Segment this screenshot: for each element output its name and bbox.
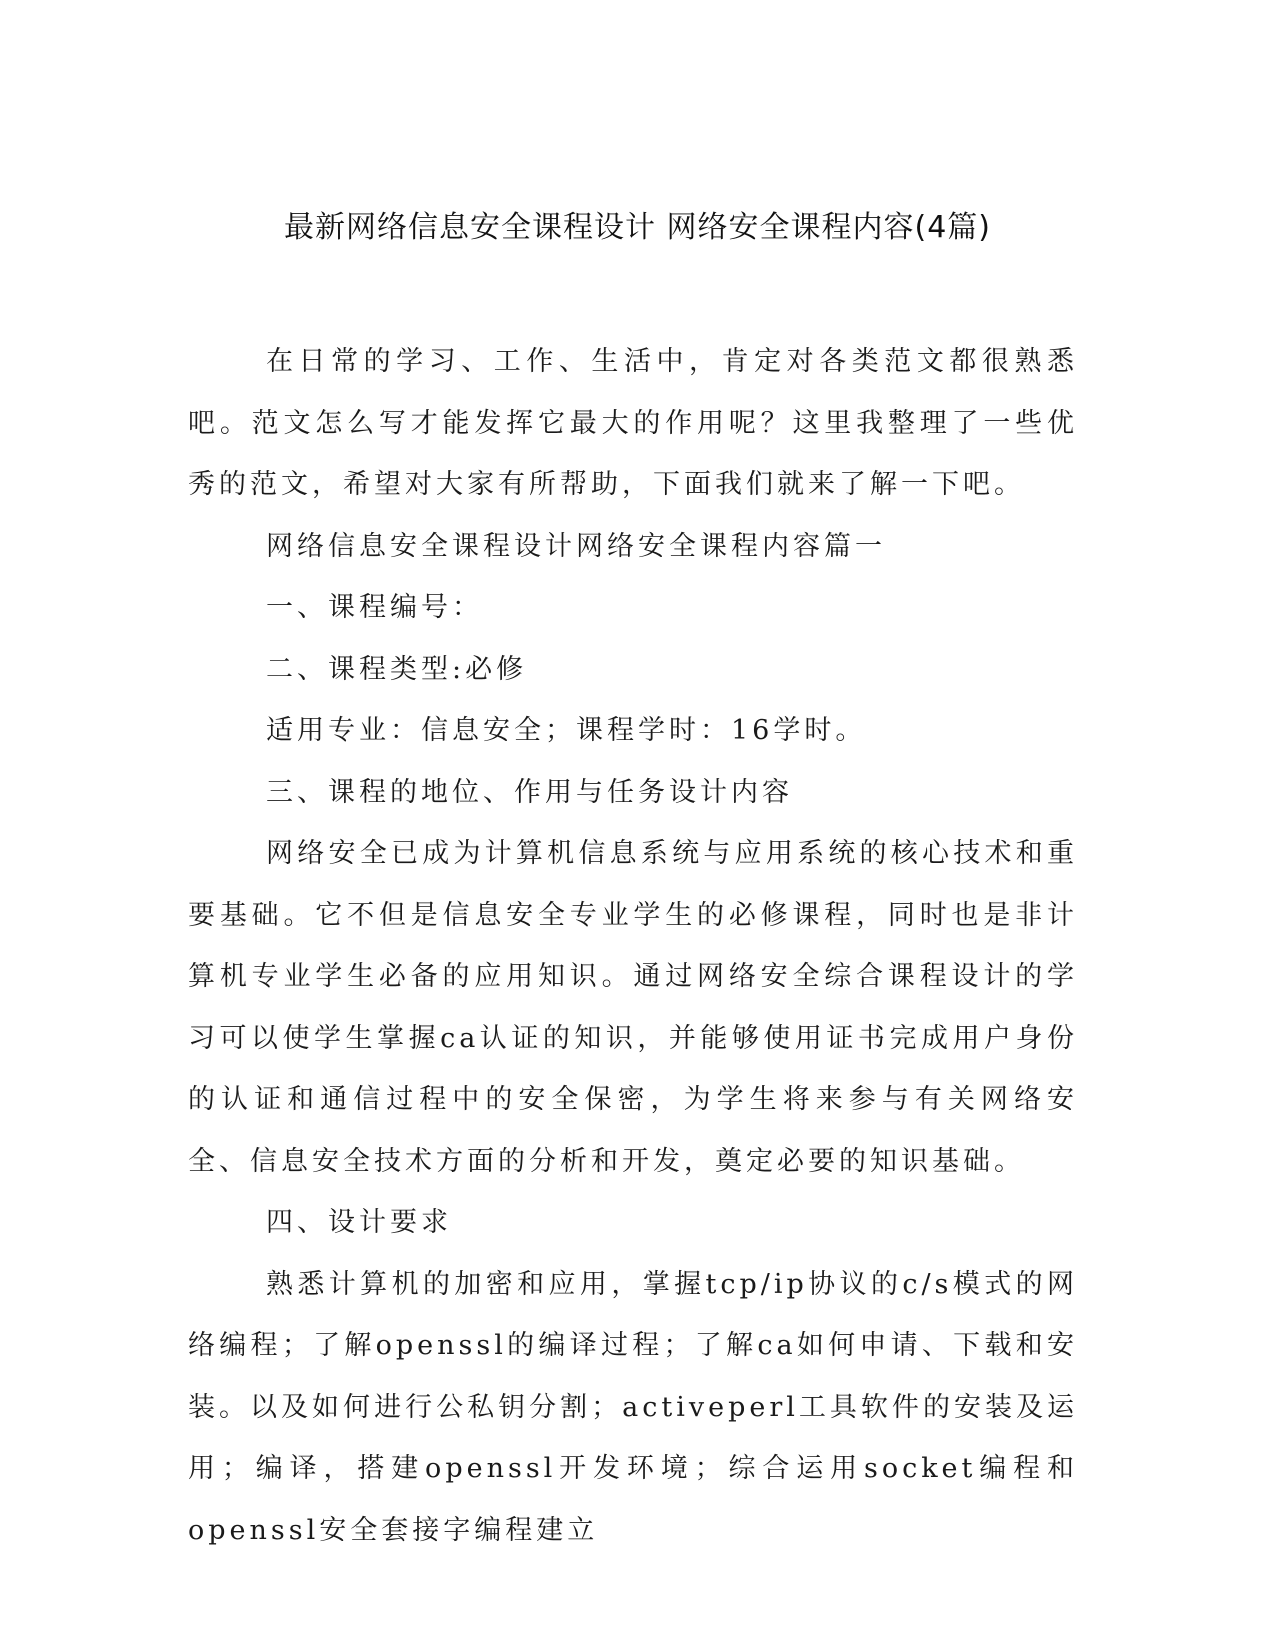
course-major-hours: 适用专业：信息安全；课程学时：16学时。 (266, 715, 867, 746)
course-position-heading: 三、课程的地位、作用与任务设计内容 (266, 776, 793, 808)
intro-paragraph: 在日常的学习、工作、生活中，肯定对各类范文都很熟悉吧。范文怎么写才能发挥它最大的作用呢？这里我整理了一些优秀的范文，希望对大家有所帮助，下面我们就来了解一下吧。 (188, 346, 1078, 500)
course-position-paragraph: 网络安全已成为计算机信息系统与应用系统的核心技术和重要基础。它不但是信息安全专业学生的必修课程，同时也是非计算机专业学生必备的应用知识。通过网络安全综合课程设计的学习可以使学生掌握ca认证的知识，并能够使用证书完成用户身份的认证和通信过程中的安全保密，为学生将来参与有关网络安全、信息安全技术方面的分析和开发，奠定必要的知识基础。 (188, 838, 1078, 1177)
document-body (188, 331, 1078, 1561)
course-type: 二、课程类型:必修 (266, 653, 528, 685)
section-heading: 网络信息安全课程设计网络安全课程内容篇一 (266, 530, 886, 562)
document-title: 最新网络信息安全课程设计 网络安全课程内容(4篇) (283, 210, 992, 245)
design-requirements-heading: 四、设计要求 (266, 1207, 452, 1238)
design-requirements-paragraph: 熟悉计算机的加密和应用，掌握tcp/ip协议的c/s模式的网络编程；了解openssl的编译过程；了解ca如何申请、下载和安装。以及如何进行公私钥分割；activeperl工具软件的安装及运用；编译，搭建openssl开发环境；综合运用socket编程和openssl安全套接字编程建立 (188, 1268, 1078, 1546)
course-number: 一、课程编号： (266, 592, 483, 623)
